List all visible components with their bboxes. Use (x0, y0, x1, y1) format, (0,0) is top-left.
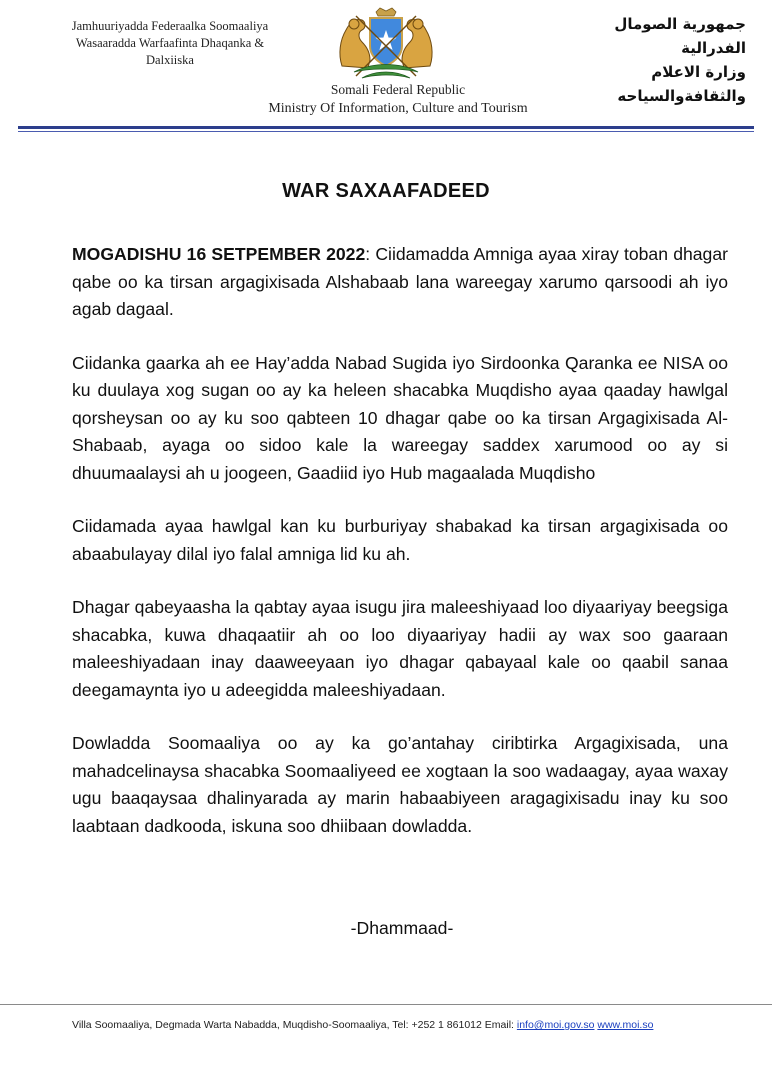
footer-divider (0, 1004, 772, 1005)
letterhead-ministry: Ministry Of Information, Culture and Tourism (268, 101, 528, 116)
letterhead-english-name (200, 80, 596, 118)
dateline: MOGADISHU 16 SETPEMBER 2022 (72, 244, 366, 264)
letterhead-arabic-line: والثقافةوالسياحه (617, 87, 746, 105)
paragraph: Ciidanka gaarka ah ee Hay’adda Nabad Sugida iyo Sirdoonka Qaranka ee NISA oo ku duulaya xog sugan oo ay ka heleen shacabka Muqdisho ayaa qaaday hawlgal qorsheysan oo ay ku soo qabteen 10 dhagar qabe oo ka tirsan Argagixisada Al-Shabaab, ayaga oo sidoo kale la wareegay saddex xarumood oo ay si dhuumaalaysi ah u joogeen, Gaadiid iyo Hub magaalada Muqdisho (72, 352, 728, 483)
footer (72, 1019, 752, 1031)
letterhead-somali-line: Jamhuuriyadda Federaalka Soomaaliya (71, 19, 269, 33)
paragraph: Dowladda Soomaaliya oo ay ka go’antahay ciribtirka Argagixisada, una mahadcelinaysa shacabka Soomaaliyeed ee xogtaan la soo wadaagay, ayaa waxay ugu baaqaysaa dhalinyarada ay marin habaabiyeen aragagixisadu inay ku soo laabtaan dadkooda, iskuna soo dhiibaan dowladda. (72, 733, 728, 836)
letterhead-somali-line: Wasaaradda Warfaafinta Dhaqanka & (75, 36, 265, 50)
document-title: WAR SAXAAFADEED (282, 180, 490, 202)
footer-website-link[interactable]: www.moi.so (597, 1019, 654, 1031)
paragraph-text: : Ciidamadda Amniga ayaa xiray toban dhagar qabe oo ka tirsan argagixisada Alshabaab lana wareegay xarumo qarsoodi ah iyo agab dagaal. (72, 244, 728, 319)
letterhead-arabic-line: جمهورية الصومال الفدرالية (614, 15, 746, 57)
footer-address: Villa Soomaaliya, Degmada Warta Nabadda, Muqdisho-Soomaaliya, Tel: +252 1 861012 Email: (72, 1019, 514, 1031)
letterhead-somali-line: Dalxiiska (146, 53, 194, 67)
letterhead-somali-name (40, 18, 300, 69)
letterhead-divider-thin (18, 131, 754, 132)
letterhead-arabic-line: وزارة الاعلام (651, 63, 746, 81)
paragraph (72, 241, 728, 324)
letterhead (0, 0, 772, 140)
closing-mark: -Dhammaad- (350, 918, 454, 938)
footer-email-link[interactable]: info@moi.gov.so (516, 1019, 595, 1031)
letterhead-country: Somali Federal Republic (330, 82, 466, 97)
letterhead-divider (18, 126, 754, 129)
paragraph: Dhagar qabeyaasha la qabtay ayaa isugu jira maleeshiyaad loo diyaariyay beegsiga shacabka, kuwa dhaqaatiir ah oo loo diyaariyay hadii ay wax soo gaaraan maleeshiyadaan inay daaweeyaan iyo dhagar qabayaal kale oo qaabil sanaa deegamaynta iyo u adeegidda maleeshiyadaan. (72, 597, 728, 700)
coat-of-arms-icon (332, 6, 440, 80)
paragraph: Ciidamada ayaa hawlgal kan ku burburiyay shabakad ka tirsan argagixisada oo abaabulayay dilal iyo falal amniga lid ku ah. (72, 516, 728, 564)
press-release-body (72, 241, 728, 866)
